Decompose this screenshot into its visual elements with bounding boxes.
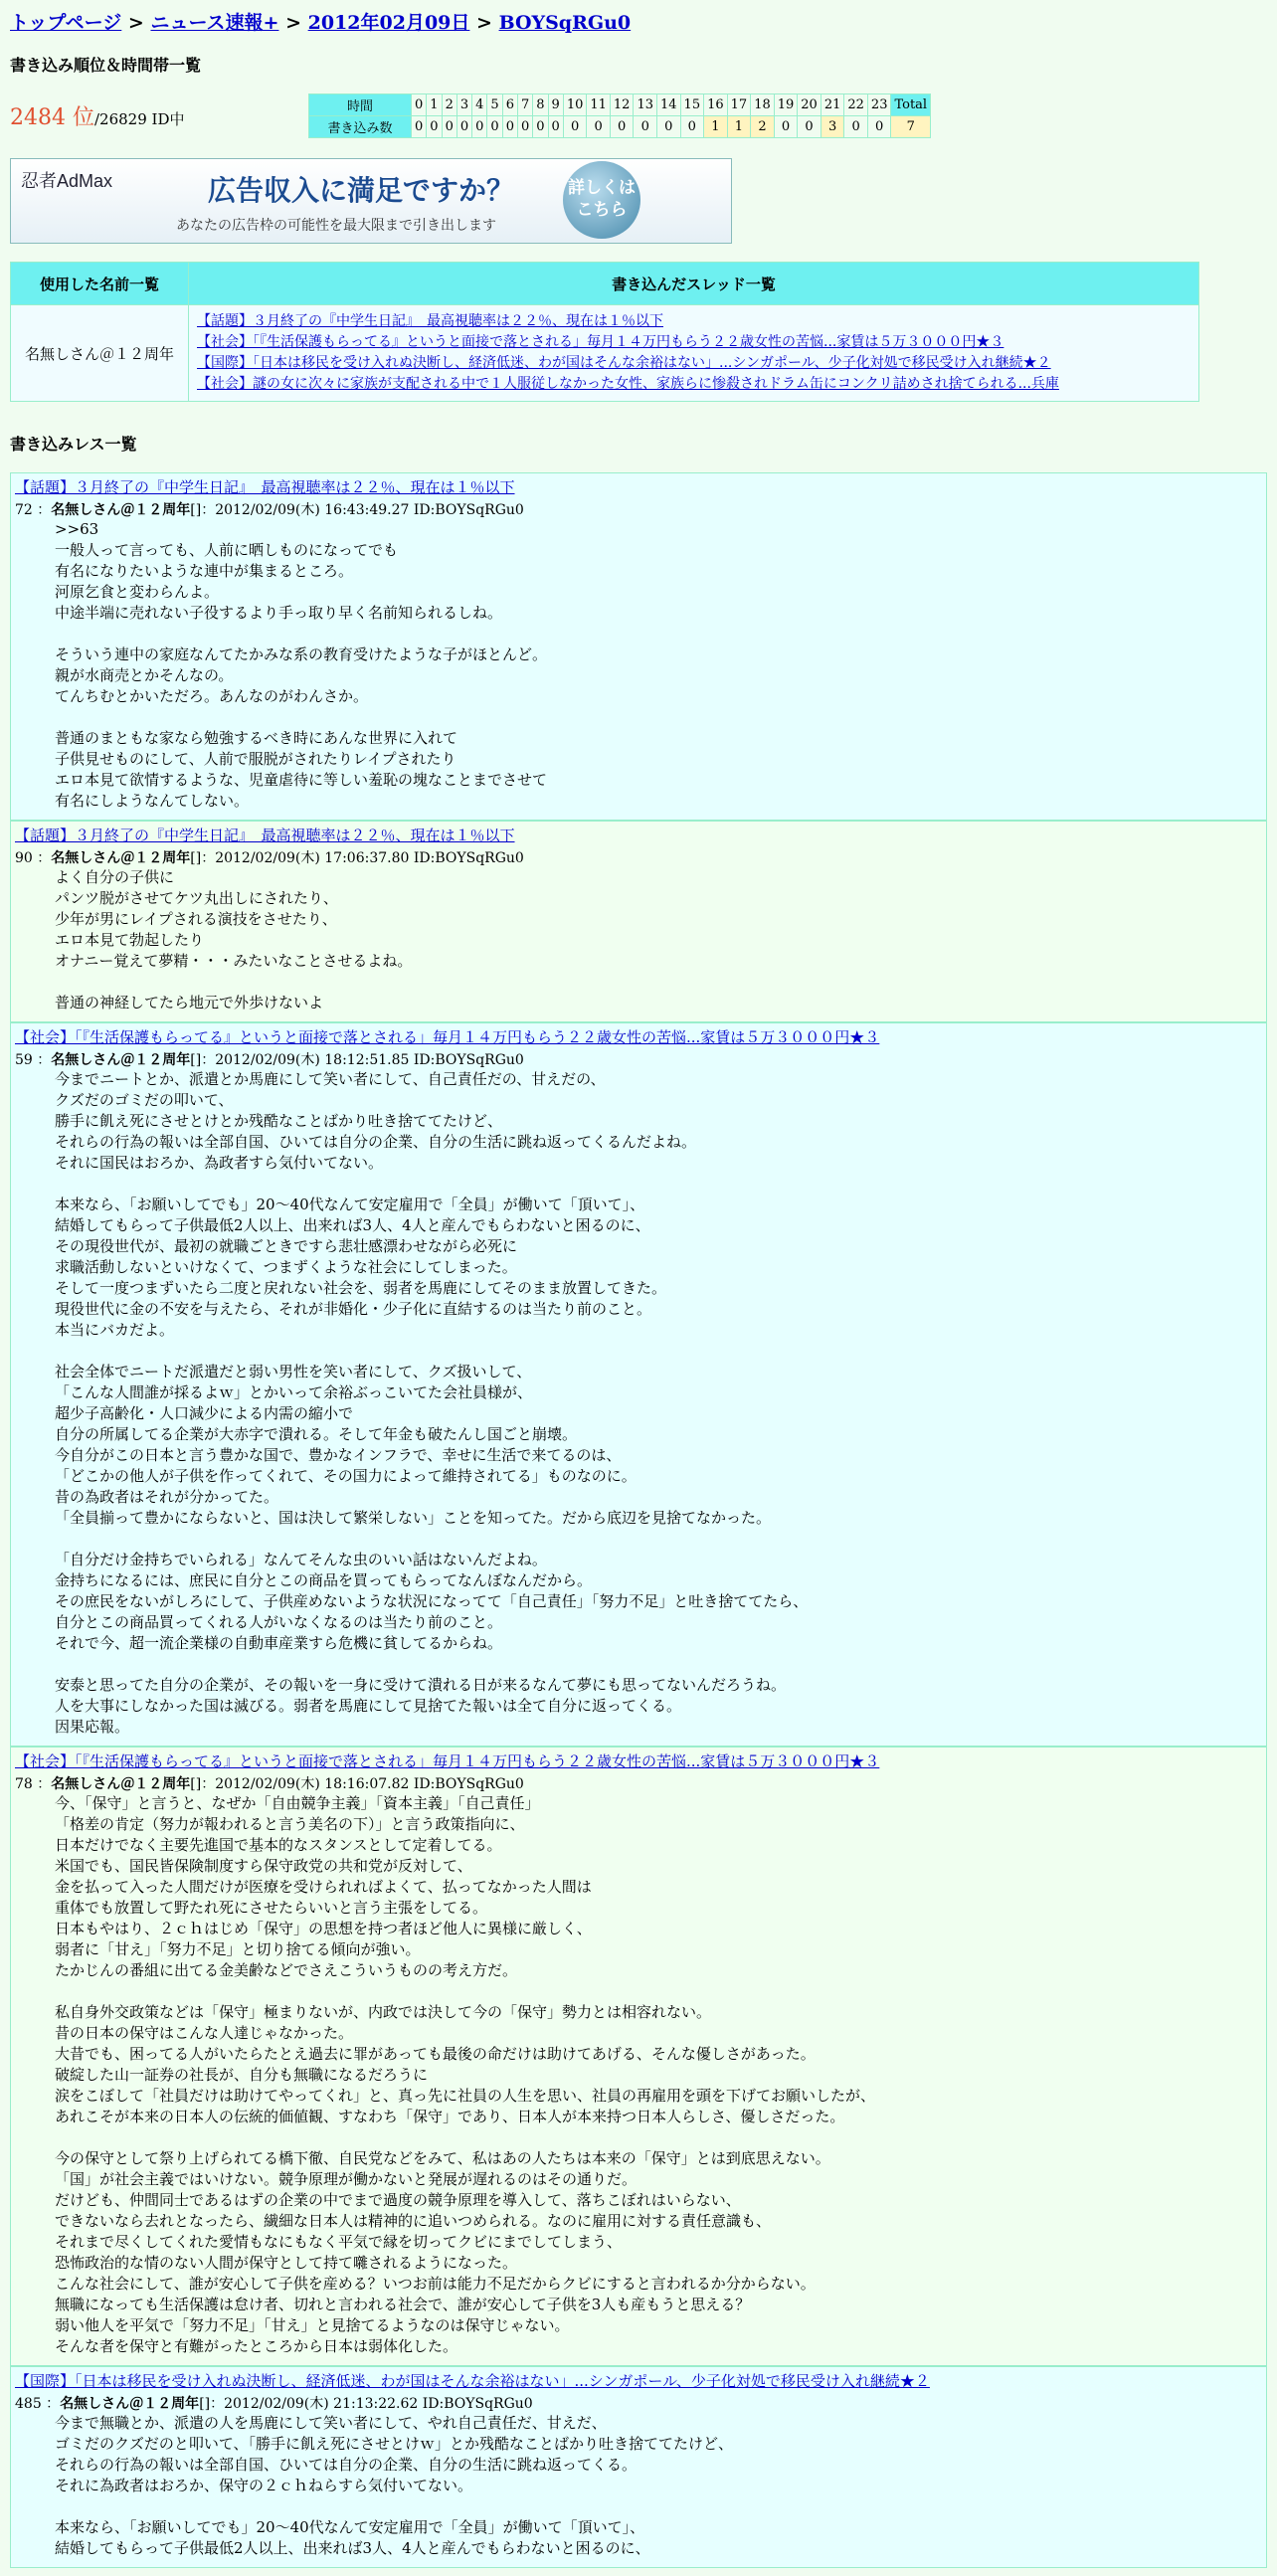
post-thread-link[interactable]: 【話題】３月終了の『中学生日記』 最高視聴率は２２％、現在は１％以下	[15, 827, 515, 844]
res-section-title: 書き込みレス一覧	[10, 435, 137, 454]
thread-link[interactable]: 【社会】謎の女に次々に家族が支配される中で１人服従しなかった女性、家族らに惨殺されドラム缶にコンクリ詰めされ捨てられる...兵庫	[197, 376, 1059, 392]
hour-count-cell: 0	[517, 116, 532, 138]
hour-cell: 10	[563, 94, 587, 116]
hour-count-cell: 0	[867, 116, 891, 138]
hour-cell: 22	[844, 94, 868, 116]
hour-cell: 21	[821, 94, 844, 116]
hour-count-cell: 0	[680, 116, 704, 138]
hour-count-cell: 0	[412, 116, 427, 138]
post	[10, 1747, 1267, 2366]
rank-total: /26829 ID中	[93, 110, 185, 128]
ad-brand-logo: 忍者AdMax	[21, 171, 113, 191]
hour-count-cell: 1	[727, 116, 751, 138]
post-body: 今までニートとか、派遣とか馬鹿にして笑い者にして、自己責任だの、甘えだの、 クズだのゴミだの叩いて、 勝手に飢え死にさせとけとか残酷なことばかり吐き捨ててたけど、 それらの行為の報いは全部自国、ひいては自分の企業、自分の生活に跳ね返ってくるんだよね。 それに国民はおろか、為政者すら気付いてない。 本来なら、「お願いしてでも」20～40代なんて安定雇用で「全員」が働いて「頂いて」、 結婚してもらって子供最低2人以上、出来れば3人、4人と産んでもらわないと困るのに、 その現役世代が、最初の就職ごときですら悲壮感漂わせながら必死に 求職活動しないといけなくて、つまずくような社会にしてしまった。 そして一度つまずいたら二度と戻れない社会を、弱者を馬鹿にしてそのまま放置してきた。 現役世代に金の不安を与えたら、それが非婚化・少子化に直結するのは当たり前のこと。 本当にバカだよ。 社会全体でニートだ派遣だと弱い男性を笑い者にして、クズ扱いして、 「こんな人間誰が採るよｗ」とかいって余裕ぶっこいてた会社員様が、 超少子高齢化・人口減少による内需の縮小で 自分の所属してる企業が大赤字で潰れる。そして年金も破たんし国ごと崩壊。 今自分がこの日本と言う豊かな国で、豊かなインフラで、幸せに生活で来てるのは、 「どこかの他人が子供を作ってくれて、その国力によって維持されてる」ものなのに。 昔の為政者はそれが分かってた。 「全員揃って豊かにならないと、国は決して繁栄しない」ことを知ってた。だから底辺を見捨てなかった。 「自分だけ金持ちでいられる」なんてそんな虫のいい話はないんだよね。 金持ちになるには、庶民に自分とこの商品を買ってもらってなんぼなんだから。 その庶民をないがしろにして、子供産めないような状況になってて「自己責任」「努力不足」と吐き捨ててたら、 自分とこの商品買ってくれる人がいなくなるのは当たり前のこと。 それで今、超一流企業様の自動車産業すら危機に貧してるからね。 安泰と思ってた自分の企業が、その報いを一身に受けて潰れる日が来るなんて夢にも思ってないんだろうね。 人を大事にしなかった国は滅びる。弱者を馬鹿にして見捨てた報いは全て自分に返ってくる。 因果応報。	[55, 1070, 809, 1736]
hour-count-cell: 2	[751, 116, 775, 138]
breadcrumb-date-link[interactable]: 2012年02月09日	[307, 12, 470, 34]
post-meta: []：2012/02/09(木) 21:13:22.62 ID:BOYSqRGu0	[199, 2396, 533, 2412]
threads-column-header: 書き込んだスレッド一覧	[189, 263, 1199, 305]
breadcrumb-separator: >	[285, 12, 301, 34]
counts-row-label: 書き込み数	[309, 116, 412, 138]
post-number: 485	[15, 2396, 42, 2412]
names-column-header: 使用した名前一覧	[11, 263, 189, 305]
post	[10, 1022, 1267, 1747]
hours-count-row	[309, 116, 931, 138]
ad-banner[interactable]	[10, 158, 732, 244]
post-header	[15, 1049, 1262, 1069]
post-number: 72	[15, 502, 33, 518]
post-meta: []：2012/02/09(木) 18:16:07.82 ID:BOYSqRGu0	[190, 1776, 524, 1792]
post-author-name: 名無しさん＠１２周年	[51, 1776, 191, 1792]
hour-cell: 4	[472, 94, 487, 116]
rank-value: 2484 位	[10, 105, 94, 130]
breadcrumb-board-link[interactable]: ニュース速報+	[150, 12, 279, 34]
breadcrumb-separator: >	[127, 12, 144, 34]
post-number-colon: ：	[41, 2396, 61, 2412]
hour-cell: 16	[704, 94, 728, 116]
hour-cell: 2	[442, 94, 456, 116]
thread-link[interactable]: 【社会】「『生活保護もらってる』というと面接で落とされる」毎月１４万円もらう２２歳女性の苦悩...家賃は５万３０００円★３	[197, 334, 1004, 350]
hour-cell: 12	[610, 94, 634, 116]
hours-row-label: 時間	[309, 94, 412, 116]
post-meta: []：2012/02/09(木) 16:43:49.27 ID:BOYSqRGu0	[190, 502, 524, 518]
post-number: 78	[15, 1776, 33, 1792]
thread-link[interactable]: 【話題】３月終了の『中学生日記』 最高視聴率は２２％、現在は１％以下	[197, 313, 663, 329]
hour-count-cell: 0	[657, 116, 681, 138]
hour-cell: 20	[798, 94, 821, 116]
hour-count-cell: 1	[704, 116, 728, 138]
hour-cell: 0	[412, 94, 427, 116]
hour-cell: 9	[548, 94, 563, 116]
post-thread-link[interactable]: 【話題】３月終了の『中学生日記』 最高視聴率は２２％、現在は１％以下	[15, 478, 515, 496]
rank-row	[10, 93, 1267, 138]
hour-count-cell: 0	[587, 116, 611, 138]
hour-count-cell: 0	[427, 116, 442, 138]
post-header	[15, 1773, 1262, 1793]
hour-count-cell: 0	[634, 116, 657, 138]
post-thread-link[interactable]: 【社会】「『生活保護もらってる』というと面接で落とされる」毎月１４万円もらう２２歳女性の苦悩...家賃は５万３０００円★３	[15, 1028, 880, 1046]
hour-count-cell: 0	[456, 116, 471, 138]
post	[10, 472, 1267, 821]
post-number: 59	[15, 1052, 33, 1068]
hour-count-cell: 0	[472, 116, 487, 138]
post-header	[15, 847, 1262, 867]
hour-cell: 1	[427, 94, 442, 116]
post-meta: []：2012/02/09(木) 17:06:37.80 ID:BOYSqRGu0	[190, 850, 524, 866]
hour-count-cell: 3	[821, 116, 844, 138]
hour-count-cell: 0	[844, 116, 868, 138]
hour-cell: 17	[727, 94, 751, 116]
ad-details-button[interactable]	[563, 161, 640, 239]
post-meta: []：2012/02/09(木) 18:12:51.85 ID:BOYSqRGu0	[190, 1052, 524, 1068]
hour-cell: 5	[487, 94, 502, 116]
breadcrumb-separator: >	[476, 12, 492, 34]
post-body: 今まで無職とか、派遣の人を馬鹿にして笑い者にして、やれ自己責任だ、甘えだ、 ゴミだのクズだのと叩いて、「勝手に飢え死にさせとけｗ」とか残酷なことばかり吐き捨ててたけど、 それらの行為の報いは全部自国、ひいては自分の企業、自分の生活に跳ね返ってくる。 それに為政者はおろか、保守の２ｃｈねらすら気付いてない。 本来なら、「お願いしてでも」20～40代なんて安定雇用で「全員」が働いて「頂いて」、 結婚してもらって子供最低2人以上、出来れば3人、4人と産んでもらわないと困るのに、	[55, 2414, 734, 2557]
ad-details-label: 詳しくは こちら	[568, 178, 636, 219]
hours-table	[308, 93, 931, 138]
hours-header-row	[309, 94, 931, 116]
breadcrumb-id-link[interactable]: BOYSqRGu0	[498, 12, 632, 34]
post-author-name: 名無しさん＠１２周年	[51, 1052, 191, 1068]
hour-cell: 6	[502, 94, 517, 116]
post-number-colon: ：	[32, 502, 52, 518]
hour-count-cell: 0	[563, 116, 587, 138]
names-threads-table	[10, 262, 1199, 402]
rank-section-title: 書き込み順位＆時間帯一覧	[10, 56, 202, 75]
hour-cell: 15	[680, 94, 704, 116]
hour-cell: 13	[634, 94, 657, 116]
hour-count-cell: 0	[774, 116, 798, 138]
post-body: よく自分の子供に パンツ脱がさせてケツ丸出しにされたり、 少年が男にレイプされる演技をさせたり、 エロ本見て勃起したり オナニー覚えて夢精・・・みたいなことさせるよね。 普通の神経してたら地元で外歩けないよ	[55, 868, 413, 1012]
hour-count-cell: 0	[798, 116, 821, 138]
post-number: 90	[15, 850, 33, 866]
post	[10, 821, 1267, 1022]
hour-cell: 11	[587, 94, 611, 116]
post-list	[10, 472, 1267, 2568]
hour-cell: 7	[517, 94, 532, 116]
hour-count-cell: 0	[610, 116, 634, 138]
post-header	[15, 499, 1262, 519]
thread-list	[189, 305, 1199, 402]
hour-cell: 19	[774, 94, 798, 116]
post-number-colon: ：	[32, 1052, 52, 1068]
hour-count-cell: 0	[442, 116, 456, 138]
total-header-cell: Total	[891, 94, 931, 116]
post-header	[15, 2393, 1262, 2413]
post	[10, 2366, 1267, 2568]
hour-count-cell: 0	[502, 116, 517, 138]
hour-count-cell: 0	[487, 116, 502, 138]
used-name: 名無しさん＠１２周年	[11, 305, 189, 402]
post-number-colon: ：	[32, 850, 52, 866]
ad-subtext: あなたの広告枠の可能性を最大限まで引き出します	[176, 217, 496, 233]
breadcrumb-top-link[interactable]: トップページ	[10, 12, 122, 34]
post-thread-link[interactable]: 【国際】「日本は移民を受け入れぬ決断し、経済低迷、わが国はそんな余裕はない」...シンガポール、少子化対処で移民受け入れ継続★２	[15, 2372, 930, 2390]
hour-cell: 8	[533, 94, 548, 116]
post-author-name: 名無しさん＠１２周年	[51, 850, 191, 866]
hour-cell: 3	[456, 94, 471, 116]
rank-display	[10, 100, 308, 131]
post-number-colon: ：	[32, 1776, 52, 1792]
post-thread-link[interactable]: 【社会】「『生活保護もらってる』というと面接で落とされる」毎月１４万円もらう２２歳女性の苦悩...家賃は５万３０００円★３	[15, 1752, 880, 1770]
hour-cell: 18	[751, 94, 775, 116]
ad-headline: 広告収入に満足ですか？	[208, 175, 515, 206]
breadcrumb	[10, 8, 1267, 35]
post-body: >>63 一般人って言っても、人前に晒しものになってでも 有名になりたいような連中が集まるところ。 河原乞食と変わらんよ。 中途半端に売れない子役するより手っ取り早く名前知られるしね。 そういう連中の家庭なんてたかみな系の教育受けたような子がほとんど。 親が水商売とかそんなの。 てんちむとかいただろ。あんなのがわんさか。 普通のまともな家なら勉強するべき時にあんな世界に入れて 子供見せものにして、人前で服脱がされたりレイプされたり エロ本見て欲情するような、児童虐待に等しい羞恥の塊なことまでさせて 有名にしようなんてしない。	[55, 520, 548, 810]
post-author-name: 名無しさん＠１２周年	[51, 502, 191, 518]
post-author-name: 名無しさん＠１２周年	[60, 2396, 200, 2412]
post-body: 今、「保守」と言うと、なぜか「自由競争主義」「資本主義」「自己責任」 「格差の肯定（努力が報われると言う美名の下）」と言う政策指向に、 日本だけでなく主要先進国で基本的なスタンスとして定着してる。 米国でも、国民皆保険制度すら保守政党の共和党が反対して、 金を払って入った人間だけが医療を受けられればよくて、払ってなかった人間は 重体でも放置して野たれ死にさせたらいいと言う主張をしてる。 日本もやはり、２ｃｈはじめ「保守」の思想を持つ者ほど他人に異様に厳しく、 弱者に「甘え」「努力不足」と切り捨てる傾向が強い。 たかじんの番組に出てる金美齢などでさえこういうものの考え方だ。 私自身外交政策などは「保守」極まりないが、内政では決して今の「保守」勢力とは相容れない。 昔の日本の保守はこんな人達じゃなかった。 大昔でも、困ってる人がいたらたとえ過去に罪があっても最後の命だけは助けてあげる、そんな優しさがあった。 破綻した山一証券の社長が、自分も無職になるだろうに 涙をこぼして「社員だけは助けてやってくれ」と、真っ先に社員の人生を思い、社員の再雇用を頭を下げてお願いしたが、 あれこそが本来の日本人の伝統的価値観、すなわち「保守」であり、日本人が本来持つ日本人らしさ、優しさだった。 今の保守として祭り上げられてる橋下徹、自民党などをみて、私はあの人たちは本来の「保守」とは到底思えない。 「国」が社会主義ではいけない。競争原理が働かないと発展が遅れるのはその通りだ。 だけども、仲間同士であるはずの企業の中でまで過度の競争原理を導入して、落ちこぼれはいらない、 できないなら去れとなったら、繊細な日本人は精神的に追いつめられる。なのに雇用に対する責任意識も、 それまで尽くしてくれた愛情もなにもなく平気で縁を切ってクビにまでしてしまう、 恐怖政治的な情のない人間が保守として持て囃されるようになった。 こんな社会にして、誰が安心して子供を産める？いつお前は能力不足だからクビにすると言われるか分からない。 無職になっても生活保護は怠け者、切れと言われる社会で、誰が安心して子供を3人も産もうと思える？ 弱い他人を平気で「努力不足」「甘え」と見捨てるようなのは保守じゃない。 そんな者を保守と有難がったところから日本は弱体化した。	[55, 1794, 876, 2355]
thread-link[interactable]: 【国際】「日本は移民を受け入れぬ決断し、経済低迷、わが国はそんな余裕はない」...シンガポール、少子化対処で移民受け入れ継続★２	[197, 355, 1051, 371]
hour-cell: 14	[657, 94, 681, 116]
hour-count-cell: 0	[548, 116, 563, 138]
hour-cell: 23	[867, 94, 891, 116]
total-count-cell: 7	[891, 116, 931, 138]
hour-count-cell: 0	[533, 116, 548, 138]
